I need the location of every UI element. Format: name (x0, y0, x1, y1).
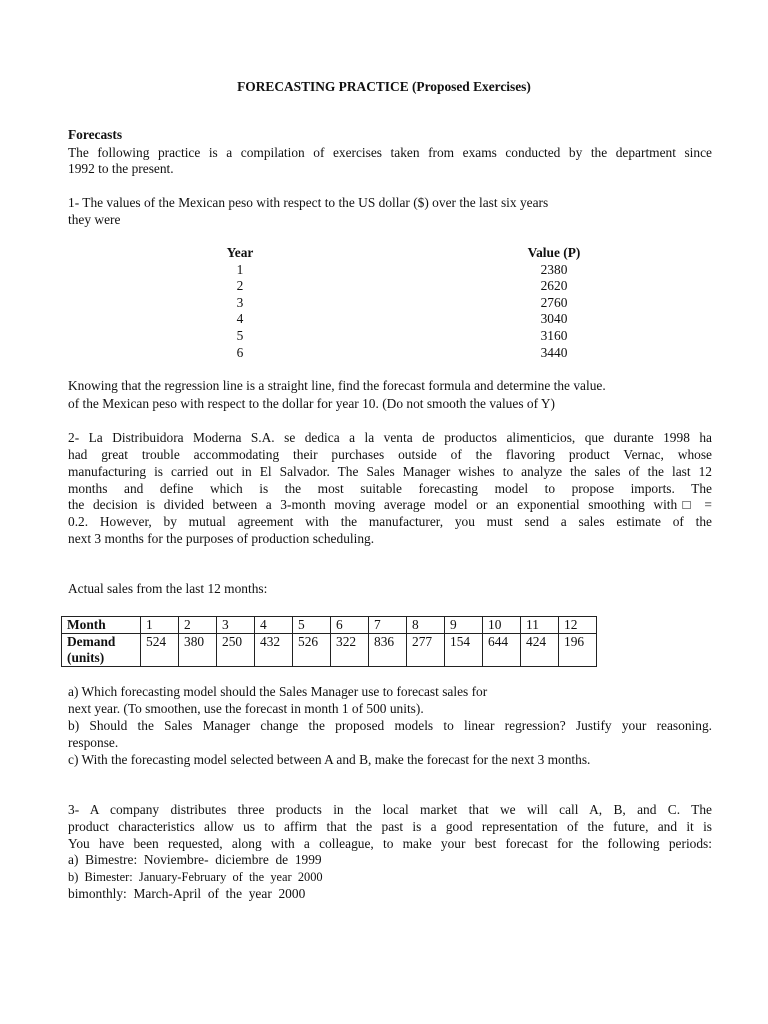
year-cell: 5 (236, 327, 244, 343)
demand-header (62, 634, 141, 667)
demand-cell: 432 (255, 634, 293, 667)
exercise-2-line-3: manufacturing is carried out in El Salvador. The Sales Manager wishes to analyze the sales of the last 12 (68, 464, 712, 479)
period-c: bimonthly: March-April of the year 2000 (68, 886, 306, 901)
month-cell: 8 (407, 617, 445, 634)
sales-label: Actual sales from the last 12 months: (68, 581, 268, 596)
demand-cell: 154 (445, 634, 483, 667)
exercise-1-question-1: Knowing that the regression line is a straight line, find the forecast formula and determine the value. (68, 378, 606, 393)
period-b: b) Bimester: January-February of the year 2000 (68, 870, 323, 884)
demand-cell: 526 (293, 634, 331, 667)
exercise-1-question-2: of the Mexican peso with respect to the dollar for year 10. (Do not smooth the values of Y) (68, 396, 556, 411)
exercise-1-line-1: 1- The values of the Mexican peso with respect to the US dollar ($) over the last six years (68, 195, 549, 210)
year-cell: 4 (236, 311, 244, 327)
demand-cell: 322 (331, 634, 369, 667)
month-cell: 4 (255, 617, 293, 634)
question-a-line-2: next year. (To smoothen, use the forecast in month 1 of 500 units). (68, 701, 424, 716)
intro-line-2: 1992 to the present. (68, 161, 174, 176)
year-column (200, 245, 280, 361)
value-cell: 2620 (540, 278, 568, 294)
month-cell: 2 (179, 617, 217, 634)
month-cell: 9 (445, 617, 483, 634)
month-cell: 1 (141, 617, 179, 634)
demand-cell: 196 (559, 634, 597, 667)
demand-cell: 277 (407, 634, 445, 667)
value-cell: 3440 (540, 344, 568, 360)
year-header: Year (226, 245, 254, 260)
exercise-2-line-4: months and define which is the most suitable forecasting model to propose imports. The (68, 481, 712, 496)
exercise-2-line-2: had great trouble accommodating their purchases outside of the flavoring product Vernac, whose (68, 447, 712, 462)
demand-row (62, 634, 597, 667)
month-header: Month (62, 617, 141, 634)
value-cell: 3040 (540, 311, 568, 327)
value-header: Value (P) (527, 245, 581, 260)
question-c: c) With the forecasting model selected between A and B, make the forecast for the next 3 months. (68, 752, 591, 767)
month-cell: 12 (559, 617, 597, 634)
exercise-3-line-2: product characteristics allow us to affirm that the past is a good representation of the future, and it is (68, 819, 712, 834)
month-cell: 3 (217, 617, 255, 634)
year-cell: 6 (236, 344, 244, 360)
exercise-2-line-7: next 3 months for the purposes of production scheduling. (68, 531, 375, 546)
demand-cell: 644 (483, 634, 521, 667)
intro-line-1: The following practice is a compilation of exercises taken from exams conducted by the department since (68, 145, 712, 160)
demand-header-line-2: (units) (67, 650, 105, 665)
demand-cell: 250 (217, 634, 255, 667)
year-cell: 1 (236, 261, 244, 277)
demand-cell: 524 (141, 634, 179, 667)
month-cell: 7 (369, 617, 407, 634)
month-cell: 11 (521, 617, 559, 634)
section-heading: Forecasts (68, 127, 123, 142)
demand-cell: 380 (179, 634, 217, 667)
month-cell: 10 (483, 617, 521, 634)
sales-table (61, 616, 597, 667)
page-title: FORECASTING PRACTICE (Proposed Exercises) (237, 79, 531, 94)
question-b-line-2: response. (68, 735, 119, 750)
exercise-2-line-1: 2- La Distribuidora Moderna S.A. se dedica a la venta de productos alimenticios, que durante 1998 ha (68, 430, 712, 445)
year-cell: 2 (236, 278, 244, 294)
value-cell: 3160 (540, 327, 568, 343)
value-cell: 2760 (540, 294, 568, 310)
exercise-1-line-2: they were (68, 212, 121, 227)
exercise-2-line-6: 0.2. However, by mutual agreement with the manufacturer, you must send a sales estimate of the (68, 514, 712, 529)
exercise-3-line-1: 3- A company distributes three products in the local market that we will call A, B, and C. The (68, 802, 712, 817)
period-a: a) Bimestre: Noviembre- diciembre de 1999 (68, 852, 322, 867)
month-row (62, 617, 597, 634)
demand-cell: 836 (369, 634, 407, 667)
value-column (514, 245, 594, 361)
question-b-line-1: b) Should the Sales Manager change the proposed models to linear regression? Justify your reasoning. (68, 718, 712, 733)
year-cell: 3 (236, 294, 244, 310)
value-cell: 2380 (540, 261, 568, 277)
exercise-3-line-3: You have been requested, along with a colleague, to make your best forecast for the following periods: (68, 836, 712, 851)
demand-cell: 424 (521, 634, 559, 667)
demand-header-line-1: Demand (67, 634, 116, 649)
question-a-line-1: a) Which forecasting model should the Sales Manager use to forecast sales for (68, 684, 488, 699)
month-cell: 6 (331, 617, 369, 634)
month-cell: 5 (293, 617, 331, 634)
exercise-2-line-5: the decision is divided between a 3-month moving average model or an exponential smoothing with□ = (68, 497, 712, 512)
